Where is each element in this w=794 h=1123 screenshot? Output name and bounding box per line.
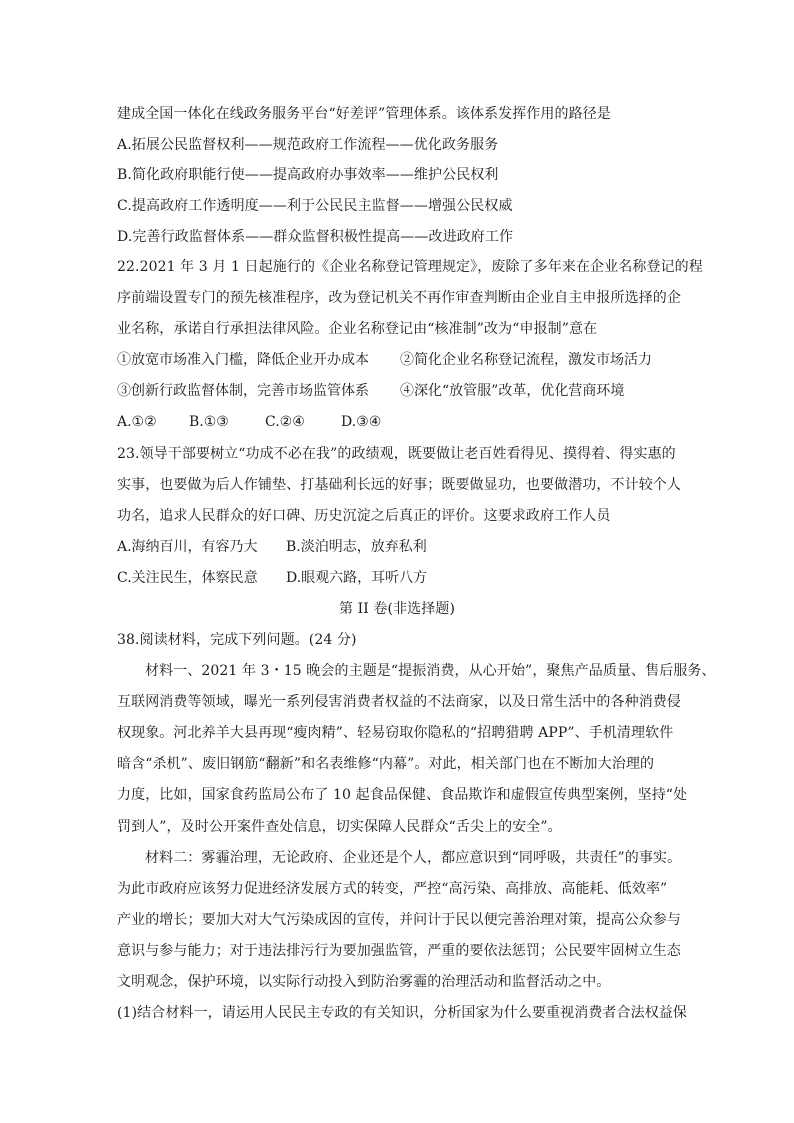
q22-option-b: B.①③	[189, 414, 229, 430]
q21-option-a: A.拓展公民监督权利——规范政府工作流程——优化政务服务	[117, 137, 499, 153]
q22-stem-line-2: 序前端设置专门的预先核准程序，改为登记机关不再作审查判断由企业自主申报所选择的企	[117, 290, 681, 306]
q23-option-a: A.海纳百川，有容乃大	[117, 539, 258, 555]
q38-material1-line-5: 力度，比如，国家食药监局公布了 10 起食品保健、食品欺诈和虚假宣传典型案例，坚持“处	[117, 787, 688, 803]
q38-material2-line-2: 为此市政府应该努力促进经济发展方式的转变，严控“高污染、高排放、高能耗、低效率”	[117, 881, 668, 897]
q38-material2-line-5: 文明观念，保护环境，以实际行动投入到防治雾霾的治理活动和监督活动之中。	[117, 974, 611, 990]
q21-option-d: D.完善行政监督体系——群众监督积极性提高——改进政府工作	[117, 229, 514, 245]
q22-stem-line-3: 业名称，承诺自行承担法律风险。企业名称登记由“核准制”改为“申报制”意在	[117, 321, 598, 337]
q22-item-3: ③创新行政监督体制，完善市场监管体系	[117, 383, 369, 399]
q38-material2-line-3: 产业的增长；要加大对大气污染成因的宣传，并问计于民以便完善治理对策，提高公众参与	[117, 912, 681, 928]
q38-material2-line-1: 材料二：雾霾治理，无论政府、企业还是个人，都应意识到“同呼吸，共责任”的事实。	[145, 850, 682, 866]
q23-option-c: C.关注民生，体察民意	[117, 570, 258, 586]
q38-material1-line-6: 罚到人”，及时公开案件查处信息，切实保障人民群众“舌尖上的安全”。	[117, 819, 562, 835]
q38-material1-line-1: 材料一、2021 年 3・15 晚会的主题是“提振消费，从心开始”，聚焦产品质量、售后服务、	[145, 663, 716, 679]
q38-heading: 38.阅读材料，完成下列问题。(24 分)	[117, 632, 357, 648]
q23-option-d: D.眼观六路，耳听八方	[286, 570, 428, 586]
q22-option-c: C.②④	[265, 414, 305, 430]
q38-material1-line-4: 暗含“杀机”、废旧钢筋“翻新”和名表维修“内幕”。对此，相关部门也在不断加大治理的	[117, 756, 655, 772]
q22-item-1: ①放宽市场准入门槛，降低企业开办成本	[117, 352, 369, 368]
q22-option-d: D.③④	[341, 414, 382, 430]
q38-subquestion-1: (1)结合材料一，请运用人民民主专政的有关知识，分析国家为什么要重视消费者合法权益保	[117, 1005, 688, 1021]
q22-item-2: ②简化企业名称登记流程，激发市场活力	[400, 352, 652, 368]
q21-stem: 建成全国一体化在线政务服务平台“好差评”管理体系。该体系发挥作用的路径是	[117, 106, 611, 122]
section-2-title: 第 II 卷(非选择题)	[338, 601, 456, 617]
q22-option-a: A.①②	[117, 414, 157, 430]
q22-stem-line-1: 22.2021 年 3 月 1 日起施行的《企业名称登记管理规定》，废除了多年来在企业名称登记的程	[117, 259, 703, 275]
q21-option-c: C.提高政府工作透明度——利于公民民主监督——增强公民权威	[117, 198, 513, 214]
q23-stem-line-2: 实事，也要做为后人作铺垫、打基础利长远的好事；既要做显功，也要做潜功，不计较个人	[117, 477, 681, 493]
q21-option-b: B.简化政府职能行使——提高政府办事效率——维护公民权利	[117, 167, 499, 183]
q38-material1-line-2: 互联网消费等领域，曝光一系列侵害消费者权益的不法商家，以及日常生活中的各种消费侵	[117, 694, 681, 710]
q23-option-b: B.淡泊明志，放弃私利	[286, 539, 427, 555]
q38-material1-line-3: 权现象。河北养羊大县再现“瘦肉精”、轻易窃取你隐私的“招聘猎聘 APP”、手机清理软件	[117, 725, 674, 741]
q23-stem-line-1: 23.领导干部要树立“功成不必在我”的政绩观，既要做让老百姓看得见、摸得着、得实惠的	[117, 446, 676, 462]
q22-item-4: ④深化“放管服”改革，优化营商环境	[400, 383, 625, 399]
q38-material2-line-4: 意识与参与能力；对于违法排污行为要加强监管，严重的要依法惩罚；公民要牢固树立生态	[117, 943, 681, 959]
q23-stem-line-3: 功名，追求人民群众的好口碑、历史沉淀之后真正的评价。这要求政府工作人员	[117, 508, 611, 524]
